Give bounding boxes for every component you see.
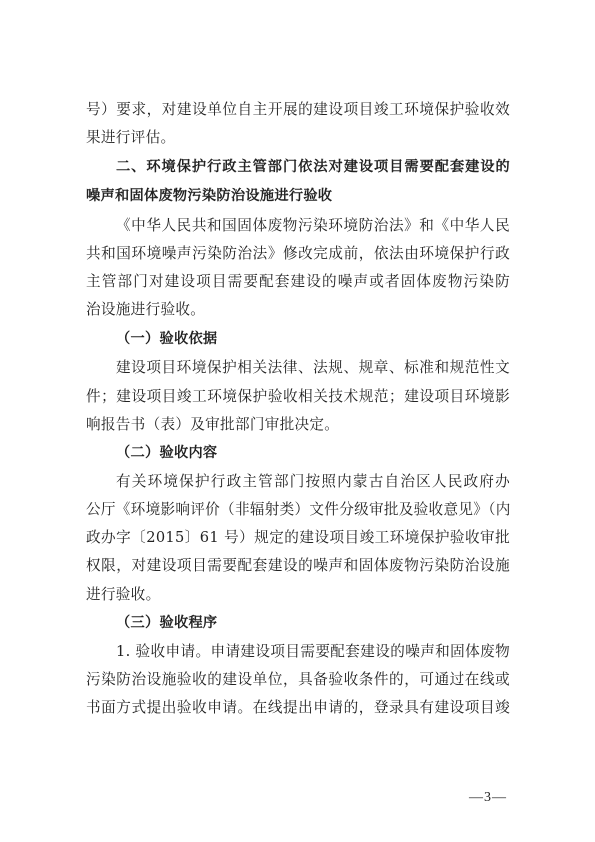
body-line: 书面方式提出验收申请。在线提出申请的，登录具有建设项目竣 (86, 699, 510, 716)
body-line: 共和国环境噪声污染防治法》修改完成前，依法由环境保护行政 (86, 245, 510, 262)
body-line: 响报告书（表）及审批部门审批决定。 (86, 416, 340, 433)
body-line: 治设施进行验收。 (86, 301, 206, 318)
body-line: 污染防治设施验收的建设单位，具备验收条件的，可通过在线或 (86, 671, 510, 688)
body-line: 果进行评估。 (86, 129, 176, 146)
subsection-heading: （三）验收程序 (116, 615, 218, 631)
body-line: 主管部门对建设项目需要配套建设的噪声或者固体废物污染防 (86, 273, 510, 290)
body-line: 公厅《环境影响评价（非辐射类）文件分级审批及验收意见》（内 (86, 501, 511, 518)
body-line: 权限，对建设项目需要配套建设的噪声和固体废物污染防治设施 (86, 557, 510, 574)
body-line: 号）要求，对建设单位自主开展的建设项目竣工环境保护验收效 (86, 101, 510, 118)
body-line: 1. 验收申请。申请建设项目需要配套建设的噪声和固体废物 (116, 643, 510, 660)
body-line: 有关环境保护行政主管部门按照内蒙古自治区人民政府办 (116, 473, 510, 490)
section-heading: 噪声和固体废物污染防治设施进行验收 (86, 188, 333, 204)
body-line: 政办字〔2015〕61 号）规定的建设项目竣工环境保护验收审批 (86, 529, 510, 546)
subsection-heading: （一）验收依据 (116, 331, 218, 347)
section-heading: 二、环境保护行政主管部门依法对建设项目需要配套建设的 (116, 159, 510, 175)
body-line: 件；建设项目竣工环境保护验收相关技术规范；建设项目环境影 (86, 388, 510, 405)
body-line: 进行验收。 (86, 586, 161, 603)
body-line: 《中华人民共和国固体废物污染环境防治法》和《中华人民 (116, 217, 510, 234)
page-number: —3— (469, 790, 507, 805)
subsection-heading: （二）验收内容 (116, 445, 218, 461)
body-line: 建设项目环境保护相关法律、法规、规章、标准和规范性文 (116, 359, 510, 376)
